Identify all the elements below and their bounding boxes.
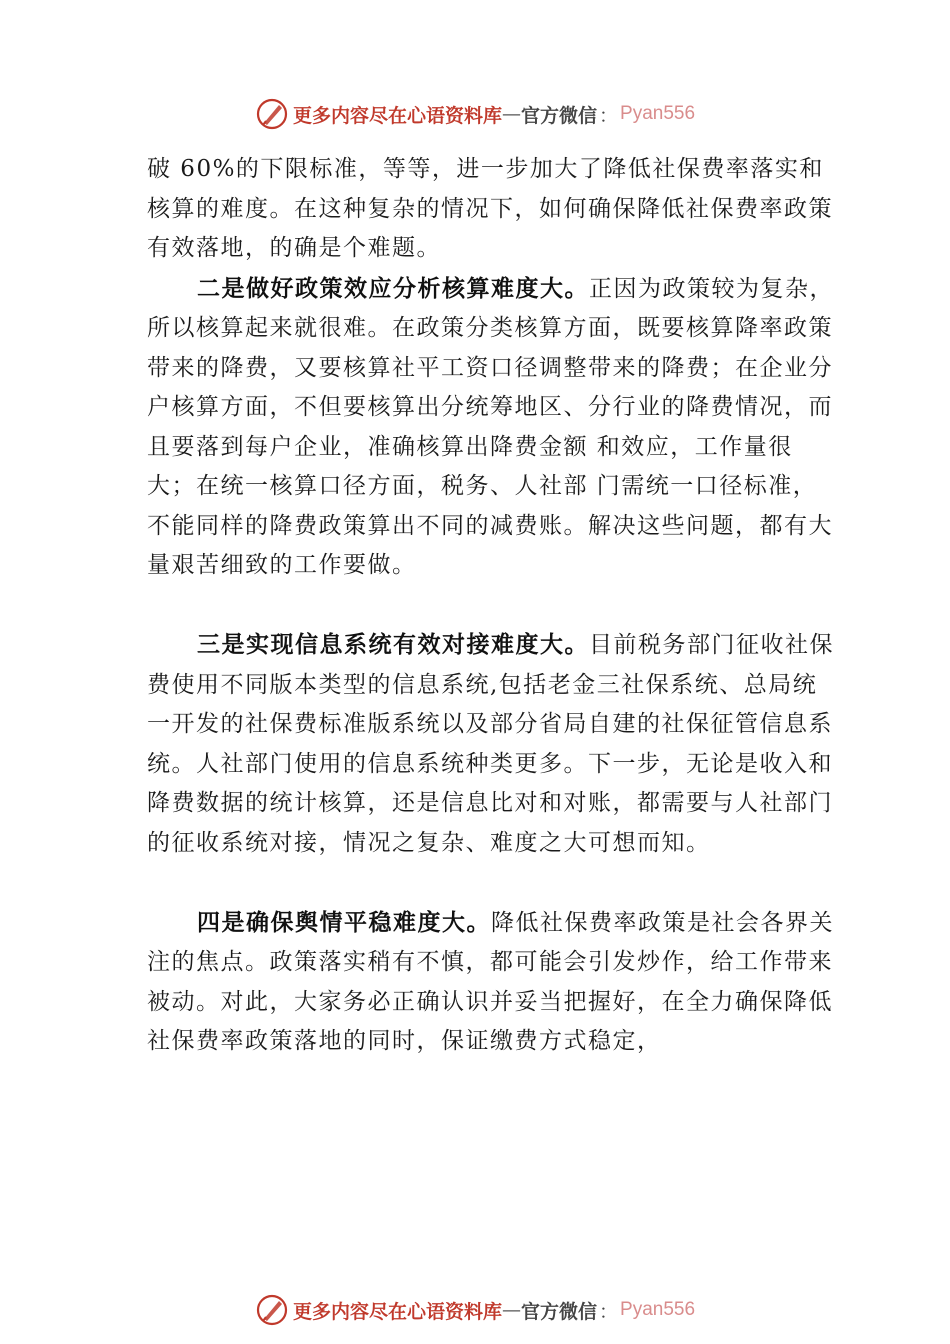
paragraph-text: 破 60%的下限标准，等等，进一步加大了降低社保费率落实和核算的难度。在这种复杂的情况下，如何确保降低社保费率政策有效落地，的确是个难题。 — [147, 156, 833, 261]
paragraph-text: 目前税务部门征收社保费使用不同版本类型的信息系统,包括老金三社保系统、总局统一开发的社保费标准版系统以及部分省局自建的社保征管信息系统。人社部门使用的信息系统种类更多。下一步，无论是收入和降费数据的统计核算，还是信息比对和对账，都需要与人社部门的征收系统对接，情况之复杂、难度之大可想而知。 — [147, 632, 834, 856]
paragraph-text: 正因为政策较为复杂，所以核算起来就很难。在政策分类核算方面，既要核算降率政策带来的降费，又要核算社平工资口径调整带来的降费；在企业分户核算方面，不但要核算出分统筹地区、分行业的降费情况，而且要落到每户企业，准确核算出降费金额 和效应，工作量很大；在统一核算口径方面，税务、人社部 门需统一口径标准，不能同样的降费政策算出不同的减费账。解决这些问题，都有大量艰苦细致的工作要做。 — [147, 275, 834, 578]
quill-pen-logo-icon — [255, 97, 289, 131]
paragraph-point-two — [147, 269, 837, 586]
watermark-brand: 更多内容尽在心语资料库 — [292, 1300, 502, 1323]
footer-watermark — [0, 1292, 950, 1328]
paragraph-lead: 二是做好政策效应分析核算难度大。 — [197, 274, 589, 302]
paragraph-spacer — [147, 586, 837, 626]
watermark-dash: — — [501, 103, 521, 125]
header-watermark — [0, 96, 950, 132]
watermark-wechat-id: Pyan556 — [620, 103, 696, 124]
watermark-label: 官方微信 — [520, 104, 597, 127]
quill-pen-logo-icon — [255, 1293, 289, 1327]
watermark-dash: — — [501, 1299, 521, 1321]
paragraph-lead: 四是确保舆情平稳难度大。 — [197, 908, 491, 936]
paragraph-point-four — [147, 903, 837, 1062]
watermark-colon: ： — [599, 1300, 619, 1323]
document-body — [147, 150, 837, 1062]
paragraph-lead: 三是实现信息系统有效对接难度大。 — [197, 631, 589, 658]
paragraph-spacer — [147, 863, 837, 903]
watermark-wechat-id: Pyan556 — [620, 1299, 696, 1320]
paragraph-point-three — [147, 625, 837, 863]
watermark-colon: ： — [599, 104, 619, 127]
paragraph-text: 降低社保费率政策是社会各界关注的焦点。政策落实稍有不慎，都可能会引发炒作，给工作带来被动。对此，大家务必正确认识并妥当把握好，在全力确保降低社保费率政策落地的同时，保证缴费方式稳定， — [147, 909, 834, 1054]
watermark-label: 官方微信 — [520, 1300, 597, 1323]
paragraph-continuation — [147, 150, 837, 269]
watermark-brand: 更多内容尽在心语资料库 — [292, 104, 502, 127]
